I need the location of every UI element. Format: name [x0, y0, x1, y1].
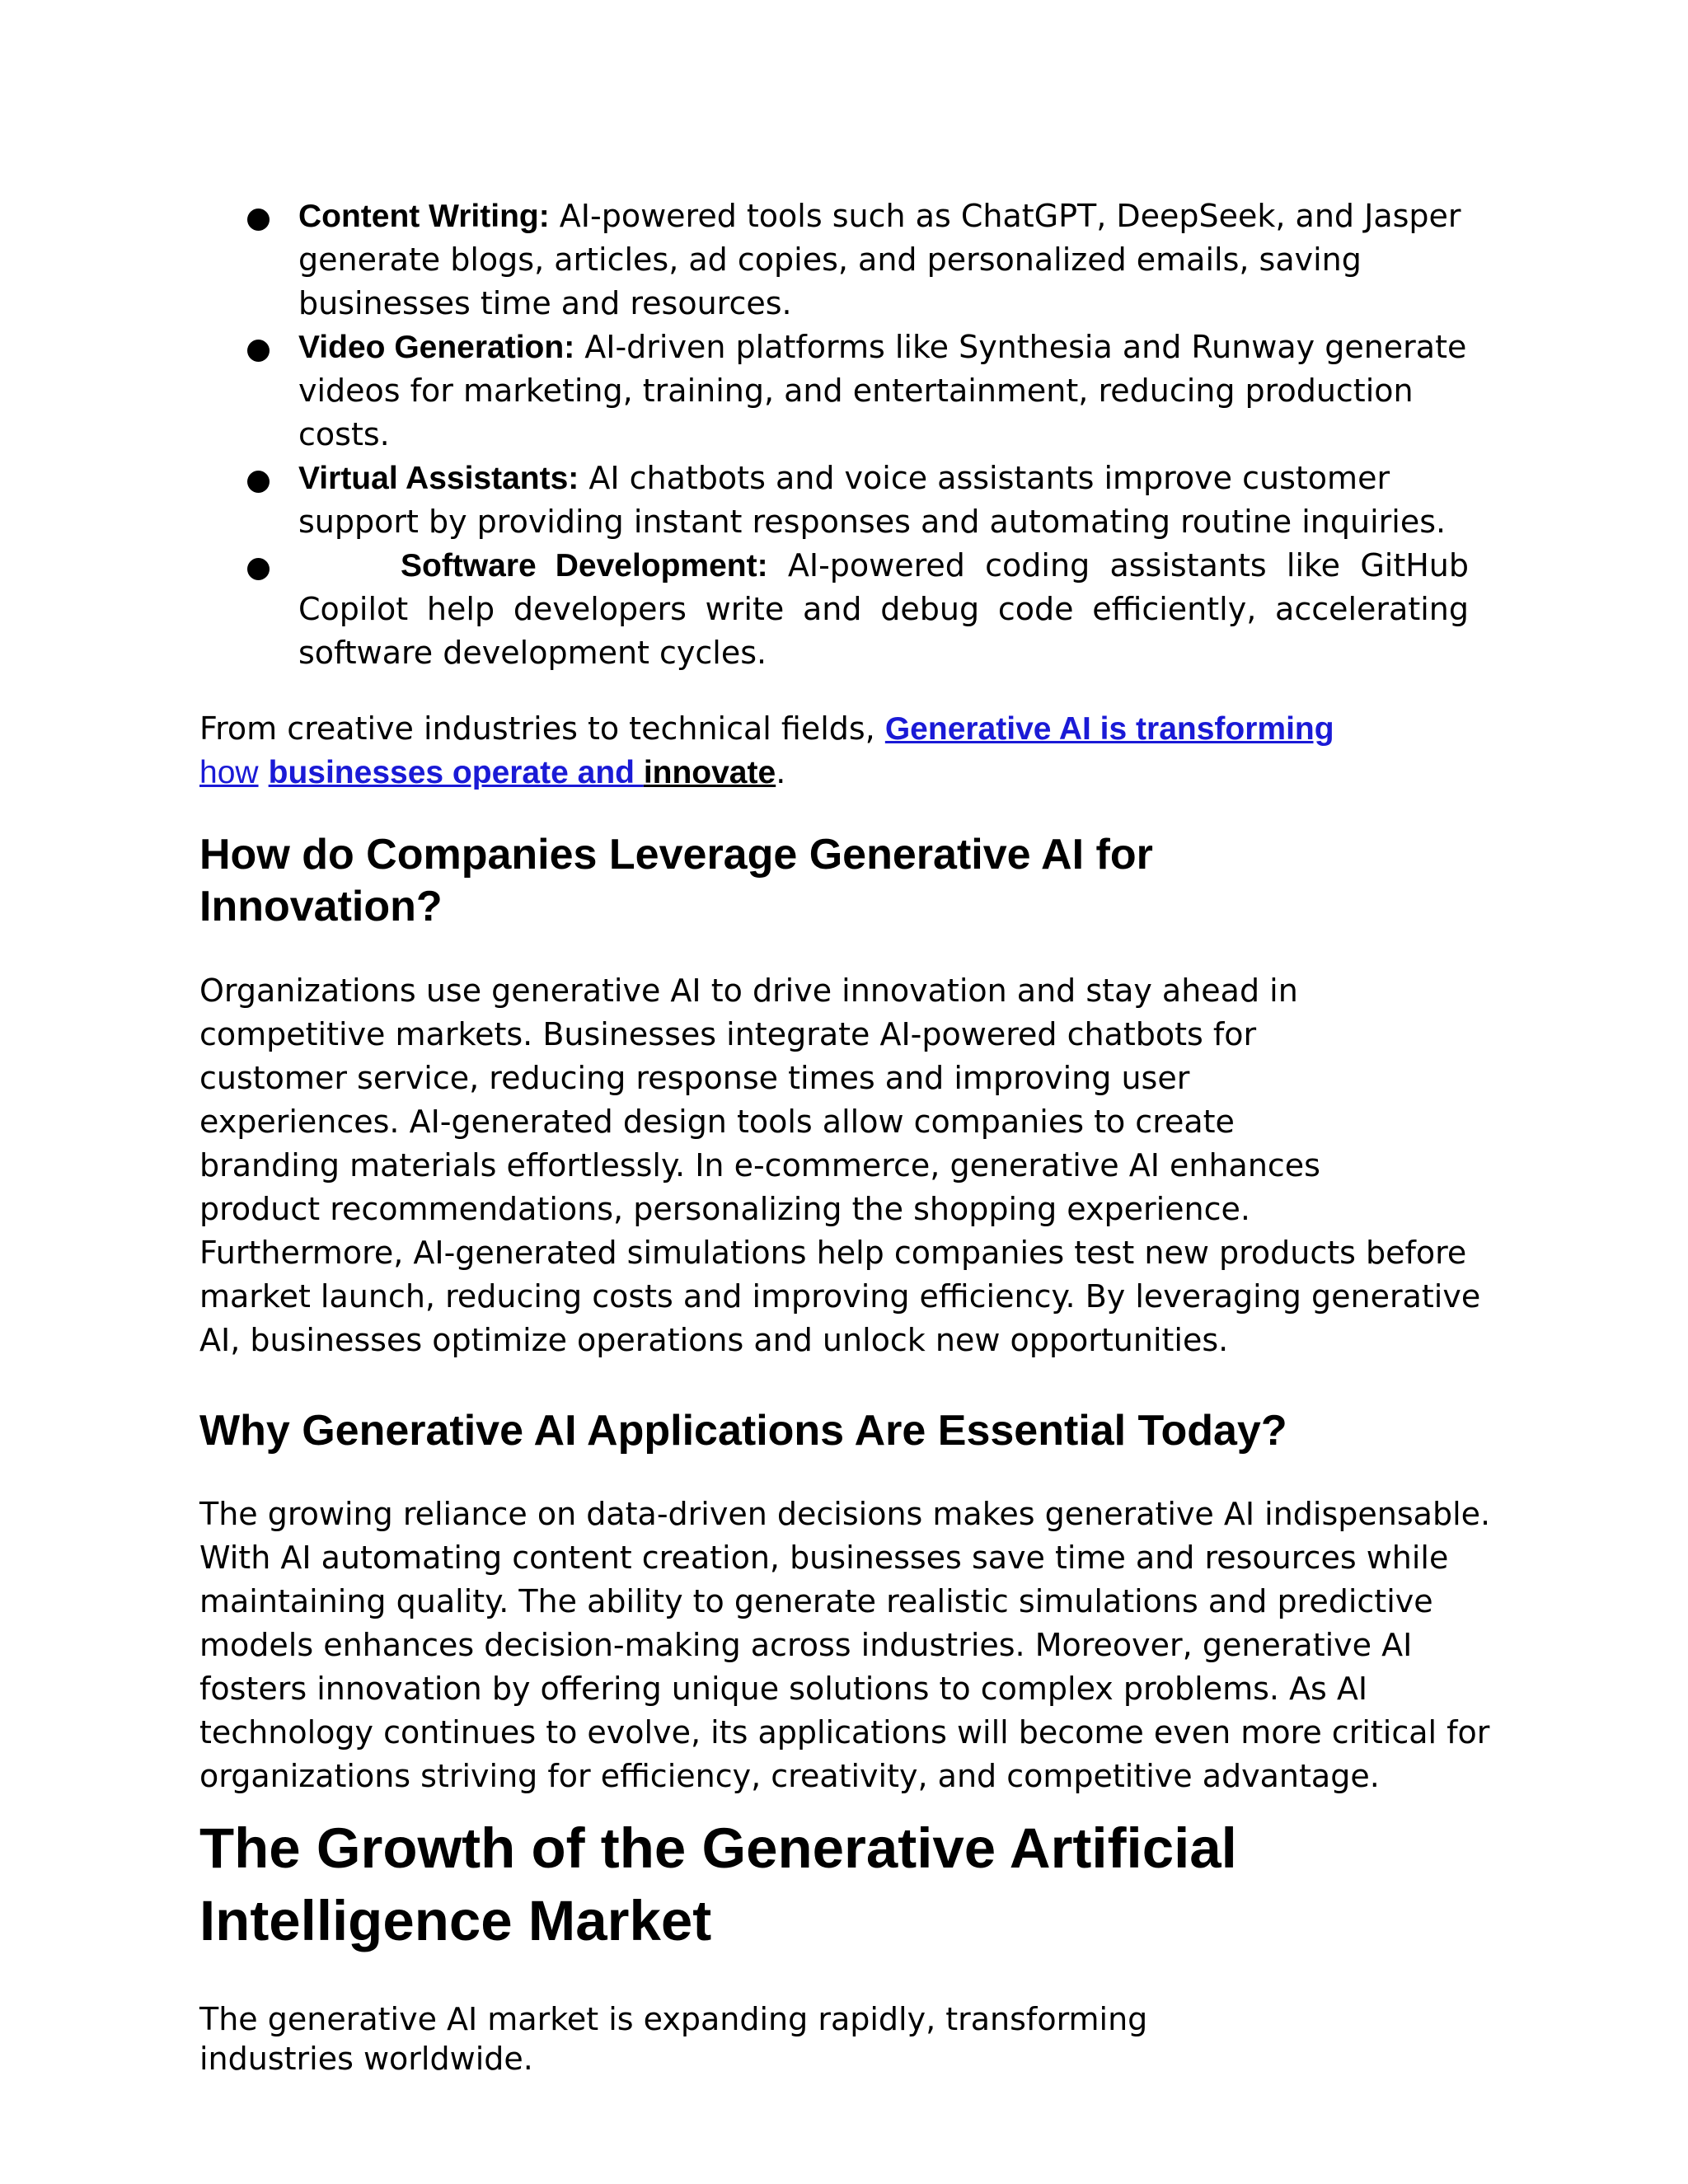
bullet-icon — [247, 471, 270, 493]
market-growth-paragraph: The generative AI market is expanding rapidly, transforming industries worldwide. — [199, 2001, 1148, 2077]
bullet-term: Video Generation: — [298, 330, 575, 365]
bullet-text: AI-powered coding assistants like GitHub Copilot help developers write and debug code efficiently, accelerating software development cycles. — [298, 547, 1470, 671]
transform-paragraph — [199, 707, 1518, 794]
bullet-term: Content Writing: — [298, 199, 550, 234]
heading-essential: Why Generative AI Applications Are Essential Today? — [199, 1407, 1287, 1455]
bullet-term: Software Development: — [401, 548, 768, 583]
list-item — [298, 544, 1469, 675]
bullet-icon — [247, 558, 270, 580]
list-item — [298, 326, 1469, 457]
link-generative-ai-transforming[interactable]: Generative AI is transforming — [884, 711, 1334, 747]
essential-paragraph: The growing reliance on data-driven decisions makes generative AI indispensable. With AI automating content creation, businesses save time and resources while maintaining quality. The ability to generate realistic simulations and predictive models enhances decision-making across industries. Moreover, generative AI fosters innovation by offering unique solutions to complex problems. As AI technology continues to evolve, its applications will become even more critical for organizations striving for efficiency, creativity, and competitive advantage. — [199, 1496, 1491, 1794]
leverage-paragraph-1: Organizations use generative AI to drive innovation and stay ahead in competitive markets. Businesses integrate AI-powered chatbots for customer service, reducing response times and improving user experiences. AI-generated design tools allow companies to create branding materials effortlessly. In e-commerce, generative AI enhances product recommendations, personalizing the shopping experience. — [199, 972, 1320, 1227]
heading-market-growth: The Growth of the Generative Artificial Intelligence Market — [199, 1816, 1237, 1952]
bullet-text: AI-powered tools such as ChatGPT, DeepSeek, and Jasper generate blogs, articles, ad copies, and personalized emails, saving businesses time and resources. — [298, 198, 1461, 321]
list-item — [298, 457, 1469, 544]
link-innovate[interactable]: innovate — [643, 755, 776, 790]
link-businesses-operate[interactable]: businesses operate and — [268, 755, 644, 790]
feature-bullet-list — [298, 194, 1469, 675]
link-how[interactable]: how — [199, 755, 259, 790]
bullet-text: AI chatbots and voice assistants improve customer support by providing instant responses and automating routine inquiries. — [298, 460, 1447, 540]
heading-leverage: How do Companies Leverage Generative AI for Innovation? — [199, 831, 1153, 930]
paragraph-end: . — [776, 754, 786, 790]
list-item — [298, 194, 1469, 326]
bullet-text: AI-driven platforms like Synthesia and Runway generate videos for marketing, training, and entertainment, reducing production costs. — [298, 329, 1467, 452]
bullet-term: Virtual Assistants: — [298, 461, 579, 496]
link-separator — [259, 754, 269, 790]
leverage-paragraph-2: Furthermore, AI-generated simulations help companies test new products before market launch, reducing costs and improving efficiency. By leveraging generative AI, businesses optimize operations and unlock new opportunities. — [199, 1235, 1481, 1358]
bullet-icon — [247, 340, 270, 362]
paragraph-lead: From creative industries to technical fields, — [199, 710, 885, 747]
bullet-icon — [247, 209, 270, 231]
